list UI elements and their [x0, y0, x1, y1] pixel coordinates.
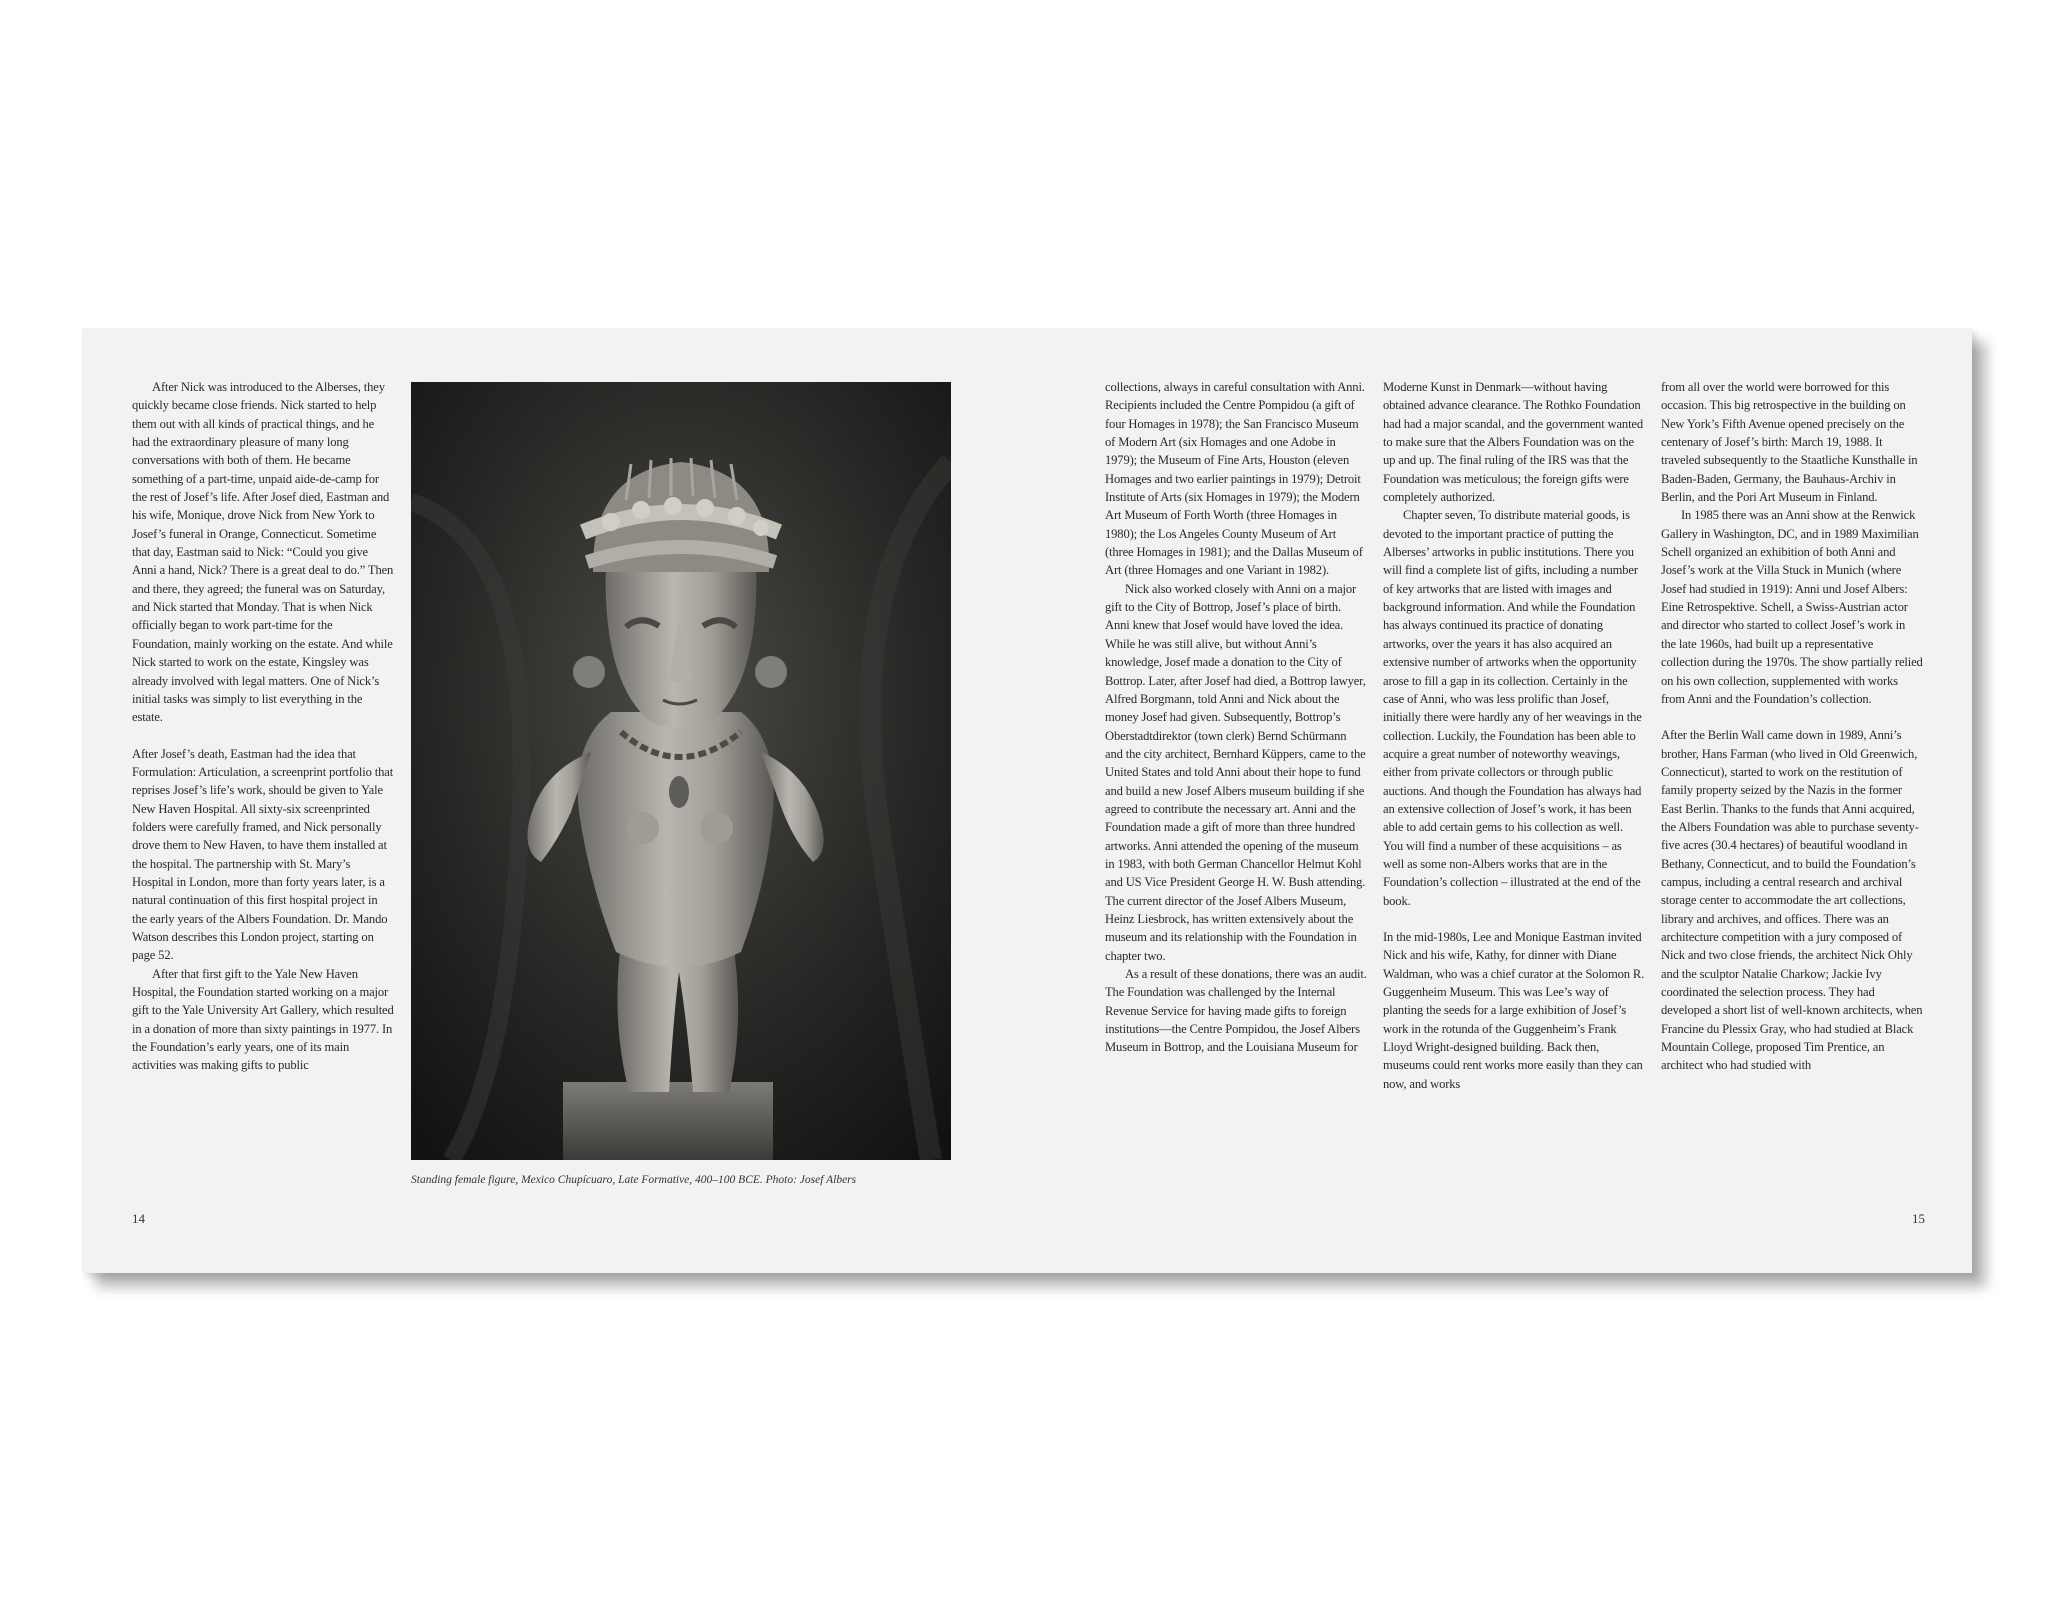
figure-photo: [411, 382, 951, 1160]
paragraph: After Nick was introduced to the Alberses, they quickly became close friends. Nick started to help them out with all kinds of practical things, and he had the extraordinary pleasure of many long conversations with both of them. He became something of a part-time, unpaid aide-de-camp for the rest of Josef’s life. After Josef died, Eastman and his wife, Monique, drove Nick from New York to Josef’s funeral in Orange, Connecticut. Sometime that day, Eastman said to Nick: “Could you give Anni a hand, Nick? There is a great deal to do.” Then and there, they agreed; the funeral was on Saturday, and Nick started that Monday. That is when Nick officially began to work part-time for the Foundation, mainly working on the estate. And while Nick started to work on the estate, Kingsley was already involved with legal matters. One of Nick’s initial tasks was simply to list everything in the estate.: [132, 380, 394, 725]
paragraph: Chapter seven, To distribute material goods, is devoted to the important practice of putting the Alberses’ artworks in public institutions. There you will find a complete list of gifts, including a number of key artworks that are listed with images and background information. And while the Foundation has always continued its practice of donating artworks, over the years it has also acquired an extensive number of artworks when the opportunity arose to fill a gap in its collection. Certainly in the case of Anni, who was less prolific than Josef, initially there were hardly any of her weavings in the collection. Luckily, the Foundation has been able to acquire a great number of noteworthy weavings, either from private collectors or through public auctions. And though the Foundation has always had an extensive collection of Josef’s work, it has been able to add certain gems to his collection as well. You will find a number of these acquisitions – as well as some non-Albers works that are in the Foundation’s collection – illustrated at the end of the book.: [1383, 508, 1642, 908]
right-text-column-3: [1661, 378, 1923, 1075]
paragraph: Moderne Kunst in Denmark—without having obtained advance clearance. The Rothko Foundation had had a major scandal, and the government wanted to make sure that the Albers Foundation was on the up and up. The final ruling of the IRS was that the Foundation was meticulous; the foreign gifts were completely authorized.: [1383, 380, 1644, 505]
photo-caption: Standing female figure, Mexico Chupícuaro, Late Formative, 400–100 BCE. Photo: Josef Albers: [411, 1174, 857, 1186]
right-text-column-2: [1383, 378, 1645, 1093]
page-number-left: 14: [132, 1211, 145, 1226]
paragraph: As a result of these donations, there was an audit. The Foundation was challenged by the Internal Revenue Service for having made gifts to foreign institutions—the Centre Pompidou, the Josef Albers Museum in Bottrop, and the Louisiana Museum for: [1105, 967, 1367, 1055]
standing-female-figure-photo: [411, 382, 951, 1160]
page-number-right: 15: [1912, 1211, 1925, 1226]
paragraph: Nick also worked closely with Anni on a major gift to the City of Bottrop, Josef’s place of birth. Anni knew that Josef would have loved the idea. While he was still alive, but without Anni’s knowledge, Josef made a donation to the City of Bottrop. Later, after Josef had died, a Bottrop lawyer, Alfred Borgmann, told Anni and Nick about the money Josef had given. Subsequently, Bottrop’s Oberstadtdirektor (town clerk) Bernd Schürmann and the city architect, Bernhard Küppers, came to the United States and told Anni about their hope to fund and build a new Josef Albers museum building if she agreed to contribute the necessary art. Anni and the Foundation made a gift of more than three hundred artworks. Anni attended the opening of the museum in 1983, with both German Chancellor Helmut Kohl and US Vice President George H. W. Bush attending. The current director of the Josef Albers Museum, Heinz Liesbrock, has written extensively about the museum and its relationship with the Foundation in chapter two.: [1105, 581, 1366, 963]
paragraph: In 1985 there was an Anni show at the Renwick Gallery in Washington, DC, and in 1989 Maximilian Schell organized an exhibition of both Anni and Josef’s work at the Villa Stuck in Munich (where Josef had studied in 1919): Anni und Josef Albers: Eine Retrospektive. Schell, a Swiss-Austrian actor and director who started to collect Josef’s work in the late 1960s, had built up a representative collection during the 1970s. The show partially relied on his own collection, supplemented with works from Anni and the Foundation’s collection.: [1661, 508, 1923, 706]
paragraph: collections, always in careful consultation with Anni. Recipients included the Centre Pompidou (a gift of four Homages in 1978); the San Francisco Museum of Modern Art (six Homages and one Adobe in 1979); the Museum of Fine Arts, Houston (eleven Homages and two earlier paintings in 1979); Detroit Institute of Arts (six Homages in 1979); the Modern Art Museum of Forth Worth (three Homages in 1980); the Los Angeles County Museum of Art (three Homages in 1981); and the Dallas Museum of Art (three Homages and one Variant in 1982).: [1105, 380, 1365, 578]
paragraph: from all over the world were borrowed for this occasion. This big retrospective in the building on New York’s Fifth Avenue opened precisely on the centenary of Josef’s birth: March 19, 1988. It traveled subsequently to the Staatliche Kunsthalle in Baden-Baden, Germany, the Bauhaus-Archiv in Berlin, and the Pori Art Museum in Finland.: [1661, 380, 1918, 505]
book-spread: [82, 328, 1972, 1273]
right-text-column-1: [1105, 378, 1367, 1057]
paragraph: After the Berlin Wall came down in 1989, Anni’s brother, Hans Farman (who lived in Old Greenwich, Connecticut), started to work on the restitution of family property seized by the Nazis in the former East Berlin. Thanks to the funds that Anni acquired, the Albers Foundation was able to purchase seventy-five acres (30.4 hectares) of beautiful woodland in Bethany, Connecticut, and to build the Foundation’s campus, including a central research and archival storage center to accommodate the art collections, library and archives, and offices. There was an architecture competition with a jury composed of Nick and two close friends, the architect Nick Ohly and the sculptor Natalie Charkow; Jackie Ivy coordinated the selection process. They had developed a short list of well-known architects, when Francine du Plessix Gray, who had studied at Black Mountain College, proposed Tim Prentice, an architect who had studied with: [1661, 728, 1923, 1073]
paragraph: After that first gift to the Yale New Haven Hospital, the Foundation started working on a major gift to the Yale University Art Gallery, which resulted in a donation of more than sixty paintings in 1977. In the Foundation’s early years, one of its main activities was making gifts to public: [132, 966, 394, 1073]
left-text-column: [132, 378, 394, 1075]
paragraph: In the mid-1980s, Lee and Monique Eastman invited Nick and his wife, Kathy, for dinner with Diane Waldman, who was a chief curator at the Solomon R. Guggenheim Museum. This was Lee’s way of planting the seeds for a large exhibition of Josef’s work in the rotunda of the Guggenheim’s Frank Lloyd Wright-designed building. Back then, museums could rent works more easily than they can now, and works: [1383, 929, 1645, 1091]
paragraph: After Josef’s death, Eastman had the idea that Formulation: Articulation, a screenprint portfolio that reprises Josef’s life’s work, should be given to Yale New Haven Hospital. All sixty-six screenprinted folders were carefully framed, and Nick personally drove them to New Haven, to have them installed at the hospital. The partnership with St. Mary’s Hospital in London, more than forty years later, is a natural continuation of this first hospital project in the early years of the Albers Foundation. Dr. Mando Watson describes this London project, starting on page 52.: [132, 746, 394, 963]
